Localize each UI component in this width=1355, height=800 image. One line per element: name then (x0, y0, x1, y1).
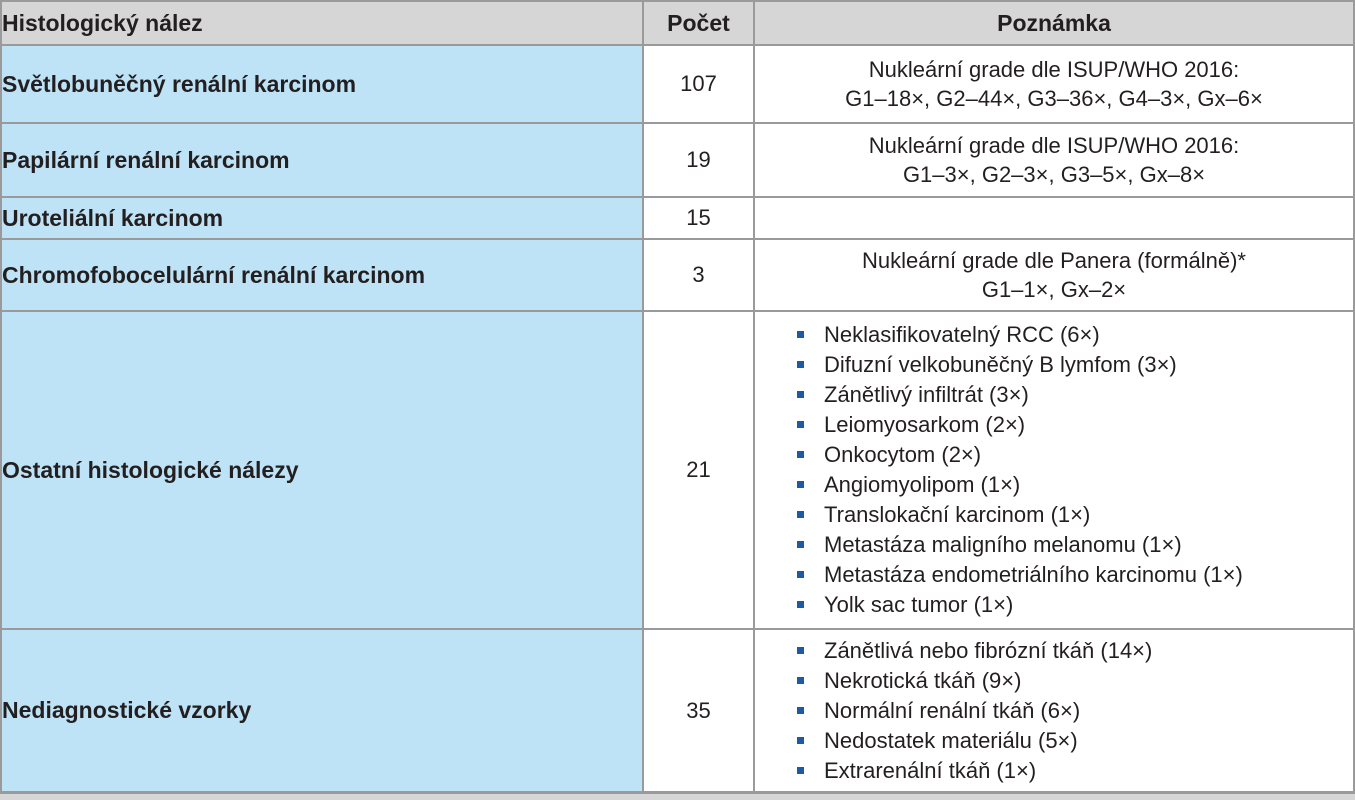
list-item-label: Difuzní velkobuněčný B lymfom (3×) (824, 352, 1177, 377)
header-note: Poznámka (754, 1, 1354, 45)
square-bullet-icon (797, 541, 804, 548)
note-line: G1–3×, G2–3×, G3–5×, Gx–8× (902, 162, 1206, 187)
square-bullet-icon (797, 571, 804, 578)
table-body (1, 45, 1354, 792)
note-line: G1–18×, G2–44×, G3–36×, G4–3×, Gx–6× (845, 86, 1263, 111)
table-row (1, 123, 1354, 197)
list-item (795, 560, 1353, 590)
count-cell: 21 (643, 311, 754, 629)
list-item (795, 380, 1353, 410)
list-item (795, 696, 1353, 726)
list-item (795, 320, 1353, 350)
count-cell: 35 (643, 629, 754, 792)
note-cell (754, 123, 1354, 197)
finding-cell: Papilární renální karcinom (1, 123, 643, 197)
table-header (1, 1, 1354, 45)
list-item (795, 500, 1353, 530)
header-count: Počet (643, 1, 754, 45)
list-item-label: Normální renální tkáň (6×) (824, 697, 1081, 723)
table-row (1, 629, 1354, 792)
header-finding: Histologický nález (1, 1, 643, 45)
square-bullet-icon (797, 421, 804, 428)
table-row (1, 197, 1354, 239)
note-cell (754, 45, 1354, 123)
table-row (1, 45, 1354, 123)
count-cell: 3 (643, 239, 754, 311)
list-item-label: Angiomyolipom (1×) (824, 472, 1021, 497)
list-item-label: Onkocytom (2×) (824, 442, 982, 467)
list-item (795, 590, 1353, 620)
table-row (1, 311, 1354, 629)
square-bullet-icon (797, 511, 804, 518)
list-item (795, 410, 1353, 440)
square-bullet-icon (797, 737, 804, 744)
bullet-list (755, 320, 1353, 620)
square-bullet-icon (797, 707, 804, 714)
finding-cell: Nediagnostické vzorky (1, 629, 643, 792)
table-footer-band (0, 792, 1355, 800)
square-bullet-icon (797, 481, 804, 488)
note-line: Nukleární grade dle Panera (formálně)* (862, 248, 1246, 273)
square-bullet-icon (797, 767, 804, 774)
list-item (795, 726, 1353, 756)
note-line: G1–1×, Gx–2× (981, 277, 1127, 302)
finding-cell: Chromofobocelulární renální karcinom (1, 239, 643, 311)
list-item-label: Neklasifikovatelný RCC (6×) (824, 322, 1100, 347)
list-item (795, 470, 1353, 500)
list-item (795, 350, 1353, 380)
list-item-label: Zánětlivý infiltrát (3×) (824, 382, 1029, 407)
list-item (795, 636, 1353, 666)
list-item-label: Leiomyosarkom (2×) (824, 412, 1026, 437)
note-cell (754, 239, 1354, 311)
count-cell: 107 (643, 45, 754, 123)
list-item-label: Nedostatek materiálu (5×) (824, 727, 1078, 753)
note-cell (754, 629, 1354, 792)
square-bullet-icon (797, 361, 804, 368)
list-item-label: Yolk sac tumor (1×) (824, 592, 1014, 617)
finding-cell: Ostatní histologické nálezy (1, 311, 643, 629)
square-bullet-icon (797, 331, 804, 338)
note-cell (754, 311, 1354, 629)
header-row (1, 1, 1354, 45)
count-cell: 19 (643, 123, 754, 197)
list-item (795, 666, 1353, 696)
list-item-label: Nekrotická tkáň (9×) (824, 667, 1022, 693)
list-item-label: Zánětlivá nebo fibrózní tkáň (14×) (824, 637, 1153, 663)
note-line: Nukleární grade dle ISUP/WHO 2016: (868, 133, 1240, 158)
note-cell (754, 197, 1354, 239)
list-item (795, 530, 1353, 560)
square-bullet-icon (797, 391, 804, 398)
bullet-list (755, 636, 1353, 786)
list-item-label: Metastáza maligního melanomu (1×) (824, 532, 1182, 557)
list-item (795, 440, 1353, 470)
square-bullet-icon (797, 451, 804, 458)
square-bullet-icon (797, 677, 804, 684)
list-item-label: Translokační karcinom (1×) (824, 502, 1091, 527)
table-row (1, 239, 1354, 311)
note-line: Nukleární grade dle ISUP/WHO 2016: (868, 57, 1240, 82)
count-cell: 15 (643, 197, 754, 239)
list-item-label: Extrarenální tkáň (1×) (824, 757, 1037, 783)
list-item-label: Metastáza endometriálního karcinomu (1×) (824, 562, 1243, 587)
finding-cell: Uroteliální karcinom (1, 197, 643, 239)
square-bullet-icon (797, 601, 804, 608)
square-bullet-icon (797, 647, 804, 654)
list-item (795, 756, 1353, 786)
finding-cell: Světlobuněčný renální karcinom (1, 45, 643, 123)
